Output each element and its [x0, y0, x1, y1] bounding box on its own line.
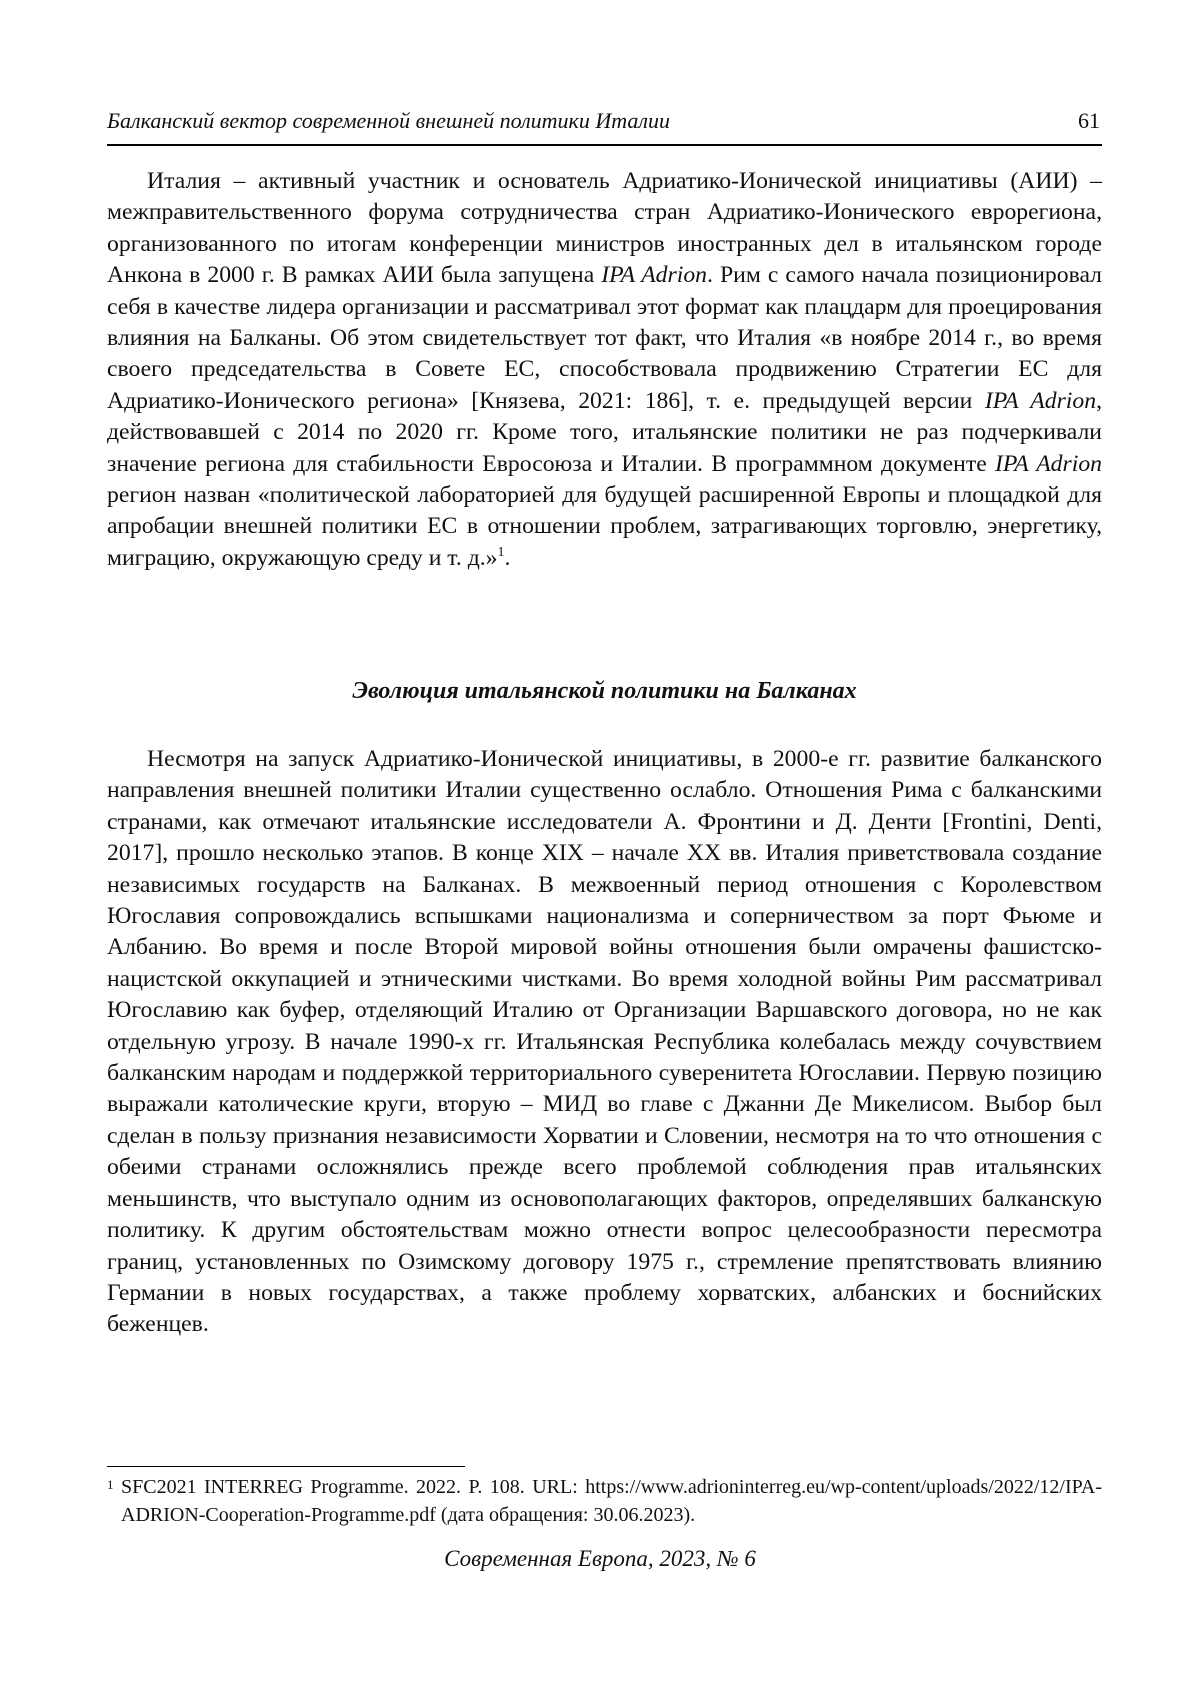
- paragraph-text: регион назван «политической лабораторией для будущей расширенной Европы и площадкой для апробации внешней политики ЕС в отношении проблем, затрагивающих торговлю, энергетику, миграцию, окружающую среду и т. д.»: [107, 482, 1102, 571]
- running-head: [107, 104, 1102, 146]
- footnote-text: SFC2021 INTERREG Programme. 2022. P. 108. URL: https://www.adrioninterreg.eu/wp-content/uploads/2022/12/IPA-ADRION-Cooperation-Programme.pdf (дата обращения: 30.06.2023).: [121, 1476, 1102, 1526]
- italic-term: IPA Adrion: [601, 262, 708, 289]
- section-heading: Эволюция итальянской политики на Балканах: [352, 678, 857, 704]
- footnote-mark: 1: [107, 1477, 114, 1492]
- footnote-reference[interactable]: 1: [497, 544, 505, 560]
- italic-term: IPA Adrion: [984, 387, 1097, 414]
- page-number: 61: [1078, 108, 1100, 133]
- paragraph-end: .: [504, 544, 511, 571]
- body-paragraph-2: [107, 744, 1102, 1341]
- body-paragraph-1: [107, 166, 1102, 574]
- footnote-divider: [107, 1466, 465, 1467]
- italic-term: IPA Adrion: [995, 450, 1103, 477]
- footnote: [107, 1474, 1102, 1529]
- journal-footer: Современная Европа, 2023, № 6: [444, 1546, 756, 1571]
- paragraph-text: Италия – активный участник и основатель Адриатико-Ионической инициативы (АИИ) – межправительственного форума сотрудничества стран Адриатико-Ионического еврорегиона, организованного по итогам конференции министров иностранных дел в итальянском городе Анкона в 2000 г. В рамках АИИ была запущена: [107, 168, 1102, 289]
- paragraph-text: , действовавшей с 2014 по 2020 гг. Кроме того, итальянские политики не раз подчеркивали значение региона для стабильности Евросоюза и Италии. В программном документе: [107, 387, 1102, 477]
- running-title: Балканский вектор современной внешней политики Италии: [107, 108, 670, 133]
- paragraph-text: . Рим с самого начала позиционировал себя в качестве лидера организации и рассматривал этот формат как плацдарм для проецирования влияния на Балканы. Об этом свидетельствует тот факт, что Италия «в ноябре 2014 г., во время своего председательства в Совете ЕС, способствовала продвижению Стратегии ЕС для Адриатико-Ионического региона» [Князева, 2021: 186], т. е. предыдущей версии: [107, 262, 1102, 414]
- paragraph-text: Несмотря на запуск Адриатико-Ионической инициативы, в 2000-е гг. развитие балканского направления внешней политики Италии существенно ослабло. Отношения Рима с балканскими странами, как отмечают итальянские исследователи А. Фронтини и Д. Денти [Frontini, Denti, 2017], прошло несколько этапов. В конце XIX – начале XX вв. Италия приветствовала создание независимых государств на Балканах. В межвоенный период отношения с Королевством Югославия сопровождались вспышками национализма и соперничеством за порт Фьюме и Албанию. Во время и после Второй мировой войны отношения были омрачены фашистско-нацистской оккупацией и этническими чистками. Во время холодной войны Рим рассматривал Югославию как буфер, отделяющий Италию от Организации Варшавского договора, но не как отдельную угрозу. В начале 1990-х гг. Итальянская Республика колебалась между сочувствием балканским народам и поддержкой территориального суверенитета Югославии. Первую позицию выражали католические круги, вторую – МИД во главе с Джанни Де Микелисом. Выбор был сделан в пользу признания независимости Хорватии и Словении, несмотря на то что отношения с обеими странами осложнялись прежде всего проблемой соблюдения прав итальянских меньшинств, что выступало одним из основополагающих факторов, определявших балканскую политику. К другим обстоятельствам можно отнести вопрос целесообразности пересмотра границ, установленных по Озимскому договору 1975 г., стремление препятствовать влиянию Германии в новых государствах, а также проблему хорватских, албанских и боснийских беженцев.: [107, 746, 1102, 1338]
